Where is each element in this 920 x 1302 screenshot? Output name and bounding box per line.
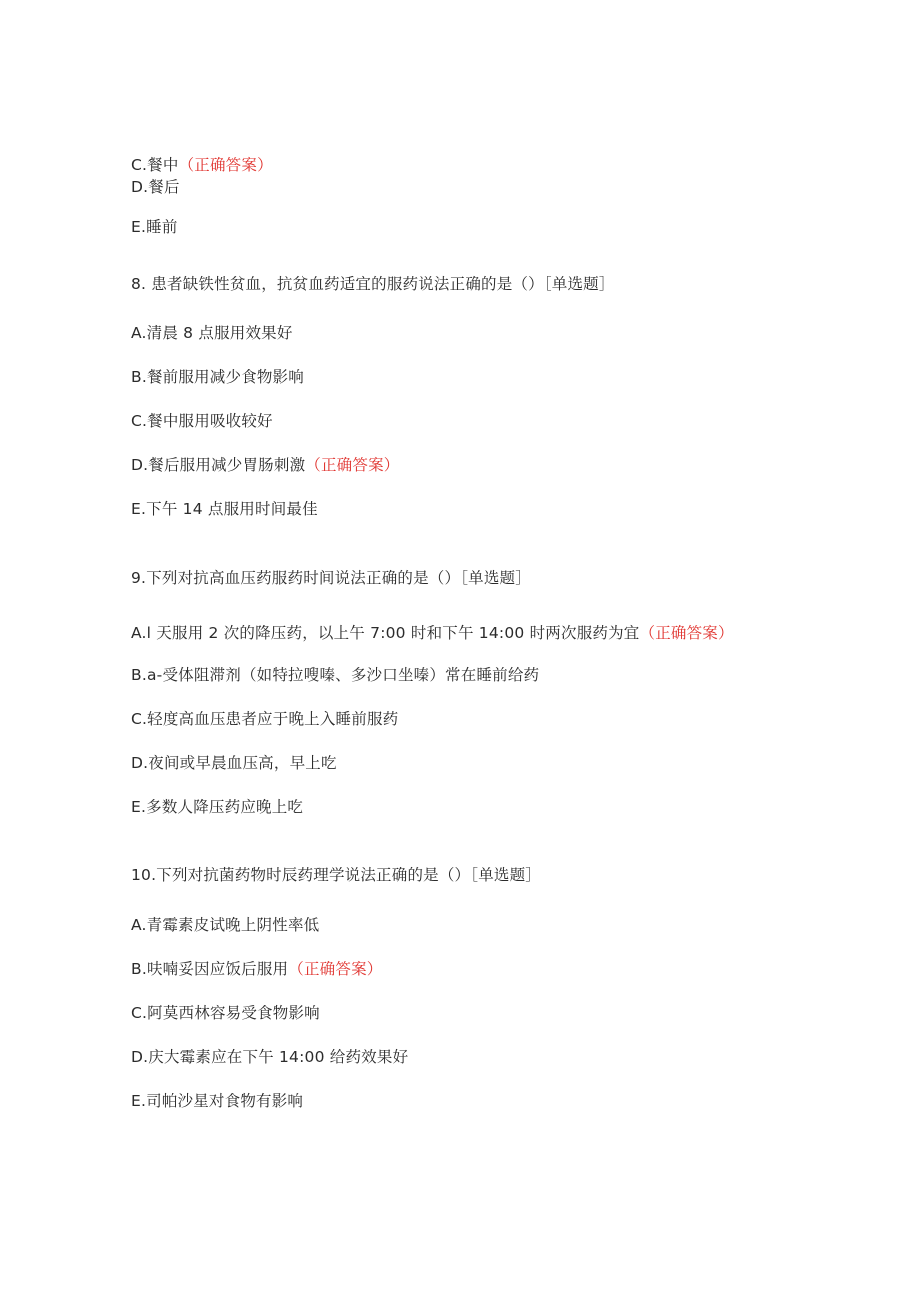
question-10-option-c — [131, 1003, 320, 1023]
correct-answer-mark: （正确答案） — [178, 156, 273, 174]
prev-option-d — [131, 177, 180, 197]
question-9-option-d — [131, 753, 337, 773]
question-9-option-b — [131, 665, 539, 685]
question-10-option-b — [131, 959, 382, 979]
question-9-option-c — [131, 709, 398, 729]
option-text: C.餐中服用吸收较好 — [131, 412, 273, 430]
prev-option-c — [131, 155, 273, 175]
question-9-title: 9.下列对抗高血压药服药时间说法正确的是（）［单选题］ — [131, 569, 531, 587]
option-text: B.呋喃妥因应饭后服用 — [131, 960, 289, 978]
question-9-option-e — [131, 797, 303, 817]
question-8-option-c — [131, 411, 273, 431]
option-text: D.庆大霉素应在下午 14:00 给药效果好 — [131, 1048, 409, 1066]
option-text: A.青霉素皮试晚上阴性率低 — [131, 916, 320, 934]
option-text: C.餐中 — [131, 156, 179, 174]
question-10-option-e — [131, 1091, 303, 1111]
option-text: D.餐后 — [131, 178, 180, 196]
correct-answer-mark: （正确答案） — [305, 456, 400, 474]
option-text: B.餐前服用减少食物影响 — [131, 368, 304, 386]
option-text: D.餐后服用减少胃肠刺激 — [131, 456, 306, 474]
option-text: B.a-受体阻滞剂（如特拉嗖嗪、多沙口坐嗪）常在睡前给药 — [131, 666, 540, 684]
option-text: A.l 天服用 2 次的降压药，以上午 7:00 时和下午 14:00 时两次服药为宜 — [131, 624, 640, 642]
option-text: D.夜间或早晨血压高，早上吃 — [131, 754, 337, 772]
question-8-option-e — [131, 499, 318, 519]
question-9-option-a — [131, 623, 734, 643]
option-text: E.司帕沙星对食物有影响 — [131, 1092, 304, 1110]
option-text: A.清晨 8 点服用效果好 — [131, 324, 293, 342]
option-text: C.轻度高血压患者应于晚上入睡前服药 — [131, 710, 399, 728]
question-8-option-b — [131, 367, 304, 387]
question-8-title: 8. 患者缺铁性贫血，抗贫血药适宜的服药说法正确的是（）［单选题］ — [131, 275, 615, 293]
option-text: E.多数人降压药应晚上吃 — [131, 798, 304, 816]
question-10-title: 10.下列对抗菌药物时辰药理学说法正确的是（）［单选题］ — [131, 866, 542, 884]
option-text: C.阿莫西林容易受食物影响 — [131, 1004, 320, 1022]
correct-answer-mark: （正确答案） — [288, 960, 383, 978]
question-10-option-d — [131, 1047, 408, 1067]
prev-option-e — [131, 217, 178, 237]
correct-answer-mark: （正确答案） — [639, 624, 734, 642]
option-text: E.睡前 — [131, 218, 178, 236]
question-8-option-d — [131, 455, 399, 475]
question-10-option-a — [131, 915, 319, 935]
question-8-option-a — [131, 323, 293, 343]
option-text: E.下午 14 点服用时间最佳 — [131, 500, 318, 518]
